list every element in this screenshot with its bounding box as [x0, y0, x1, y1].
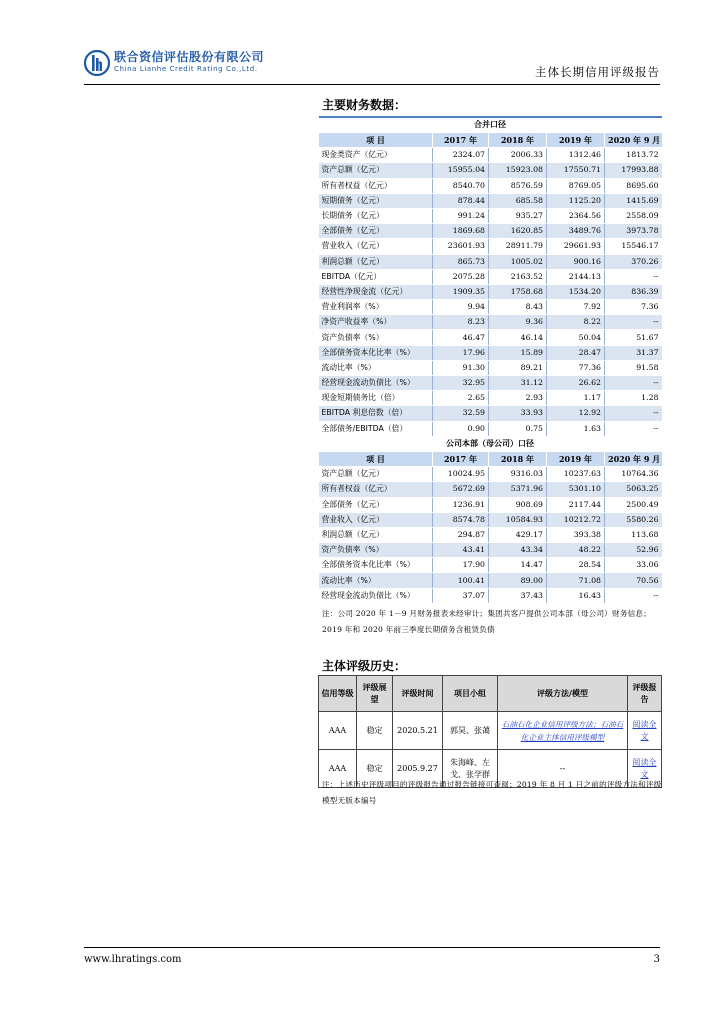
row-label: 营业收入（亿元） [319, 512, 433, 527]
column-header: 项 目 [319, 133, 433, 148]
cell-value: 10764.36 [605, 467, 662, 482]
cell-value: 15546.17 [605, 239, 662, 254]
row-label: 短期债务（亿元） [319, 193, 433, 208]
row-label: 经营现金流动负债比（%） [319, 376, 433, 391]
cell-value: 46.47 [433, 330, 489, 345]
column-header: 2020 年 9 月 [605, 451, 662, 466]
cell-value: 1312.46 [547, 148, 605, 163]
cell-value: 89.00 [489, 573, 547, 588]
column-header: 评级报告 [628, 676, 662, 712]
table-row [319, 391, 662, 406]
cell-value: 2324.07 [433, 148, 489, 163]
cell-value: 31.12 [489, 376, 547, 391]
cell-value: 1125.20 [547, 193, 605, 208]
cell-value: -- [605, 269, 662, 284]
cell-value: 48.22 [547, 543, 605, 558]
table-row [319, 406, 662, 421]
cell-value: 28911.79 [489, 239, 547, 254]
financial-table [318, 116, 662, 604]
row-label: 经营现金流动负债比（%） [319, 588, 433, 603]
cell-value: 15.89 [489, 345, 547, 360]
cell-value: 17550.71 [547, 163, 605, 178]
cell-value: 91.30 [433, 360, 489, 375]
cell-value: 77.36 [547, 360, 605, 375]
table-row [319, 497, 662, 512]
cell-value: 0.75 [489, 421, 547, 436]
row-label: 所有者权益（亿元） [319, 178, 433, 193]
cell-value: 7.92 [547, 300, 605, 315]
project-team: 郭昊、张蔼 [443, 712, 498, 750]
rating-method-link[interactable]: 石油石化企业信用评级方法；石油石化企业主体信用评级模型 [501, 719, 624, 742]
cell-value: 865.73 [433, 254, 489, 269]
column-header: 评级时间 [393, 676, 443, 712]
table-row [319, 269, 662, 284]
cell-value: 5580.26 [605, 512, 662, 527]
report-title: 主体长期信用评级报告 [535, 65, 660, 79]
cell-value: 46.14 [489, 330, 547, 345]
cell-value: 8.22 [547, 315, 605, 330]
cell-value: 91.58 [605, 360, 662, 375]
footer-divider [84, 947, 660, 948]
cell-value: -- [605, 376, 662, 391]
read-full-text-link[interactable]: 阅读全文 [632, 719, 657, 741]
cell-value: 1005.02 [489, 254, 547, 269]
cell-value: 908.69 [489, 497, 547, 512]
table-row [319, 163, 662, 178]
cell-value: 836.39 [605, 284, 662, 299]
financial-note: 注：公司 2020 年 1－9 月财务报表未经审计；集团共客户提供公司本部（母公司）财务信息；2019 年和 2020 年前三季度长期债务含租赁负债 [322, 609, 652, 634]
cell-value: 26.62 [547, 376, 605, 391]
row-label: EBITDA（亿元） [319, 269, 433, 284]
table-row [319, 512, 662, 527]
cell-value: 294.87 [433, 527, 489, 542]
table-header-row [319, 133, 662, 148]
company-name-cn: 联合资信评估股份有限公司 [114, 50, 265, 64]
row-label: 全部债务（亿元） [319, 497, 433, 512]
cell-value: 31.37 [605, 345, 662, 360]
section-parent [319, 436, 662, 451]
cell-value: -- [605, 406, 662, 421]
cell-value: 32.59 [433, 406, 489, 421]
cell-value: 37.43 [489, 588, 547, 603]
cell-value: 1.28 [605, 391, 662, 406]
table-row [319, 315, 662, 330]
cell-value: 1909.35 [433, 284, 489, 299]
cell-value: 9.94 [433, 300, 489, 315]
cell-value: 2500.49 [605, 497, 662, 512]
row-label: 营业利润率（%） [319, 300, 433, 315]
cell-value: 991.24 [433, 208, 489, 223]
cell-value: 16.43 [547, 588, 605, 603]
header-divider [84, 84, 660, 85]
table-row [319, 178, 662, 193]
row-label: 利润总额（亿元） [319, 254, 433, 269]
cell-value: 2.93 [489, 391, 547, 406]
cell-value: 2117.44 [547, 497, 605, 512]
cell-value: 1869.68 [433, 224, 489, 239]
table-row [319, 360, 662, 375]
table-row [319, 239, 662, 254]
cell-value: 71.08 [547, 573, 605, 588]
row-label: 资产总额（亿元） [319, 467, 433, 482]
row-label: 资产负债率（%） [319, 543, 433, 558]
cell-value: 1534.20 [547, 284, 605, 299]
cell-value: 5301.10 [547, 482, 605, 497]
cell-value: 8540.70 [433, 178, 489, 193]
row-label: 长期债务（亿元） [319, 208, 433, 223]
table-row [319, 208, 662, 223]
cell-value: 3489.76 [547, 224, 605, 239]
cell-value: 2163.52 [489, 269, 547, 284]
row-label: 全部债务（亿元） [319, 224, 433, 239]
cell-value: 14.47 [489, 558, 547, 573]
cell-value: 1813.72 [605, 148, 662, 163]
row-label: 全部债务/EBITDA（倍） [319, 421, 433, 436]
cell-value: 1.17 [547, 391, 605, 406]
column-header: 2017 年 [433, 133, 489, 148]
cell-value: 8.23 [433, 315, 489, 330]
table-row [319, 558, 662, 573]
table-row [319, 527, 662, 542]
cell-value: 12.92 [547, 406, 605, 421]
row-label: EBITDA 利息倍数（倍） [319, 406, 433, 421]
cell-value: 3973.78 [605, 224, 662, 239]
table-row [319, 300, 662, 315]
credit-grade: AAA [319, 750, 357, 788]
cell-value: 1415.69 [605, 193, 662, 208]
rating-method: -- [498, 750, 628, 788]
row-label: 现金类资产（亿元） [319, 148, 433, 163]
cell-value: 2144.13 [547, 269, 605, 284]
row-label: 利润总额（亿元） [319, 527, 433, 542]
cell-value: 43.34 [489, 543, 547, 558]
cell-value: 15955.04 [433, 163, 489, 178]
project-team: 朱海峰、左戈、张学群 [443, 750, 498, 788]
column-header: 2017 年 [433, 451, 489, 466]
row-label: 资产负债率（%） [319, 330, 433, 345]
cell-value: 100.41 [433, 573, 489, 588]
table-row [319, 254, 662, 269]
row-label: 流动比率（%） [319, 573, 433, 588]
rating-date: 2020.5.21 [393, 712, 443, 750]
cell-value: 9316.03 [489, 467, 547, 482]
cell-value: 8.43 [489, 300, 547, 315]
cell-value: 28.54 [547, 558, 605, 573]
cell-value: 113.68 [605, 527, 662, 542]
rating-note: 注：上述历史评级项目的评级报告通过报告链接可查阅；2019 年 8 月 1 日之前的评级方法和评级模型无版本编号 [322, 780, 662, 805]
rating-row [319, 712, 662, 750]
row-label: 流动比率（%） [319, 360, 433, 375]
table-row [319, 148, 662, 163]
read-full-text-link[interactable]: 阅读全文 [632, 757, 657, 779]
section-consolidated [319, 117, 662, 133]
cell-value: -- [605, 588, 662, 603]
table-row [319, 224, 662, 239]
cell-value: 2075.28 [433, 269, 489, 284]
section-parent-label: 公司本部（母公司）口径 [319, 436, 662, 451]
cell-value: 32.95 [433, 376, 489, 391]
cell-value: 8574.78 [433, 512, 489, 527]
cell-value: 1758.68 [489, 284, 547, 299]
cell-value: 8576.59 [489, 178, 547, 193]
rating-outlook: 稳定 [357, 750, 393, 788]
cell-value: 1620.85 [489, 224, 547, 239]
cell-value: 52.96 [605, 543, 662, 558]
table-row [319, 482, 662, 497]
cell-value: 878.44 [433, 193, 489, 208]
lianhe-logo-icon [84, 50, 110, 76]
cell-value: 429.17 [489, 527, 547, 542]
row-label: 所有者权益（亿元） [319, 482, 433, 497]
cell-value: 5371.96 [489, 482, 547, 497]
cell-value: 28.47 [547, 345, 605, 360]
column-header: 信用等级 [319, 676, 357, 712]
column-header: 2018 年 [489, 451, 547, 466]
column-header: 评级方法/模型 [498, 676, 628, 712]
row-label: 现金短期债务比（倍） [319, 391, 433, 406]
table-header-row [319, 451, 662, 466]
cell-value: 15923.08 [489, 163, 547, 178]
section-consolidated-label: 合并口径 [319, 117, 662, 133]
page-header [84, 44, 660, 86]
row-label: 净资产收益率（%） [319, 315, 433, 330]
rating-history-table [318, 675, 662, 788]
cell-value: 50.04 [547, 330, 605, 345]
cell-value: 5672.69 [433, 482, 489, 497]
cell-value: 8695.60 [605, 178, 662, 193]
column-header: 项 目 [319, 451, 433, 466]
rating-outlook: 稳定 [357, 712, 393, 750]
table-row [319, 421, 662, 436]
cell-value: 17.96 [433, 345, 489, 360]
cell-value: 10584.93 [489, 512, 547, 527]
company-name-en: China Lianhe Credit Rating Co.,Ltd. [114, 65, 258, 73]
row-label: 全部债务资本化比率（%） [319, 558, 433, 573]
row-label: 资产总额（亿元） [319, 163, 433, 178]
column-header: 2018 年 [489, 133, 547, 148]
column-header: 2020 年 9 月 [605, 133, 662, 148]
cell-value: 393.38 [547, 527, 605, 542]
table-row [319, 573, 662, 588]
table-row [319, 330, 662, 345]
footer-website: www.lhratings.com [84, 954, 182, 965]
cell-value: 0.90 [433, 421, 489, 436]
cell-value: 17993.88 [605, 163, 662, 178]
cell-value: -- [605, 315, 662, 330]
cell-value: 33.06 [605, 558, 662, 573]
cell-value: 1.63 [547, 421, 605, 436]
row-label: 营业收入（亿元） [319, 239, 433, 254]
page-number: 3 [653, 954, 660, 965]
cell-value: 43.41 [433, 543, 489, 558]
table-row [319, 345, 662, 360]
cell-value: 2364.56 [547, 208, 605, 223]
cell-value: 685.58 [489, 193, 547, 208]
cell-value: -- [605, 421, 662, 436]
cell-value: 37.07 [433, 588, 489, 603]
cell-value: 8769.05 [547, 178, 605, 193]
cell-value: 51.67 [605, 330, 662, 345]
rating-report [628, 712, 662, 750]
cell-value: 10237.63 [547, 467, 605, 482]
credit-grade: AAA [319, 712, 357, 750]
column-header: 评级展望 [357, 676, 393, 712]
column-header: 2019 年 [547, 451, 605, 466]
column-header: 项目小组 [443, 676, 498, 712]
cell-value: 70.56 [605, 573, 662, 588]
column-header: 2019 年 [547, 133, 605, 148]
cell-value: 89.21 [489, 360, 547, 375]
rating-date: 2005.9.27 [393, 750, 443, 788]
cell-value: 935.27 [489, 208, 547, 223]
table-row [319, 467, 662, 482]
row-label: 全部债务资本化比率（%） [319, 345, 433, 360]
rating-header-row [319, 676, 662, 712]
table-row [319, 284, 662, 299]
cell-value: 2006.33 [489, 148, 547, 163]
cell-value: 23601.93 [433, 239, 489, 254]
cell-value: 5063.25 [605, 482, 662, 497]
table-row [319, 588, 662, 603]
cell-value: 370.26 [605, 254, 662, 269]
cell-value: 1236.91 [433, 497, 489, 512]
row-label: 经营性净现金流（亿元） [319, 284, 433, 299]
cell-value: 9.36 [489, 315, 547, 330]
rating-heading: 主体评级历史： [322, 659, 407, 673]
cell-value: 10212.72 [547, 512, 605, 527]
rating-method [498, 712, 628, 750]
cell-value: 2.65 [433, 391, 489, 406]
cell-value: 900.16 [547, 254, 605, 269]
cell-value: 7.36 [605, 300, 662, 315]
table-row [319, 543, 662, 558]
table-row [319, 376, 662, 391]
cell-value: 33.93 [489, 406, 547, 421]
table-row [319, 193, 662, 208]
cell-value: 17.90 [433, 558, 489, 573]
cell-value: 2558.09 [605, 208, 662, 223]
cell-value: 29661.93 [547, 239, 605, 254]
cell-value: 10024.95 [433, 467, 489, 482]
financial-heading: 主要财务数据： [322, 98, 407, 112]
